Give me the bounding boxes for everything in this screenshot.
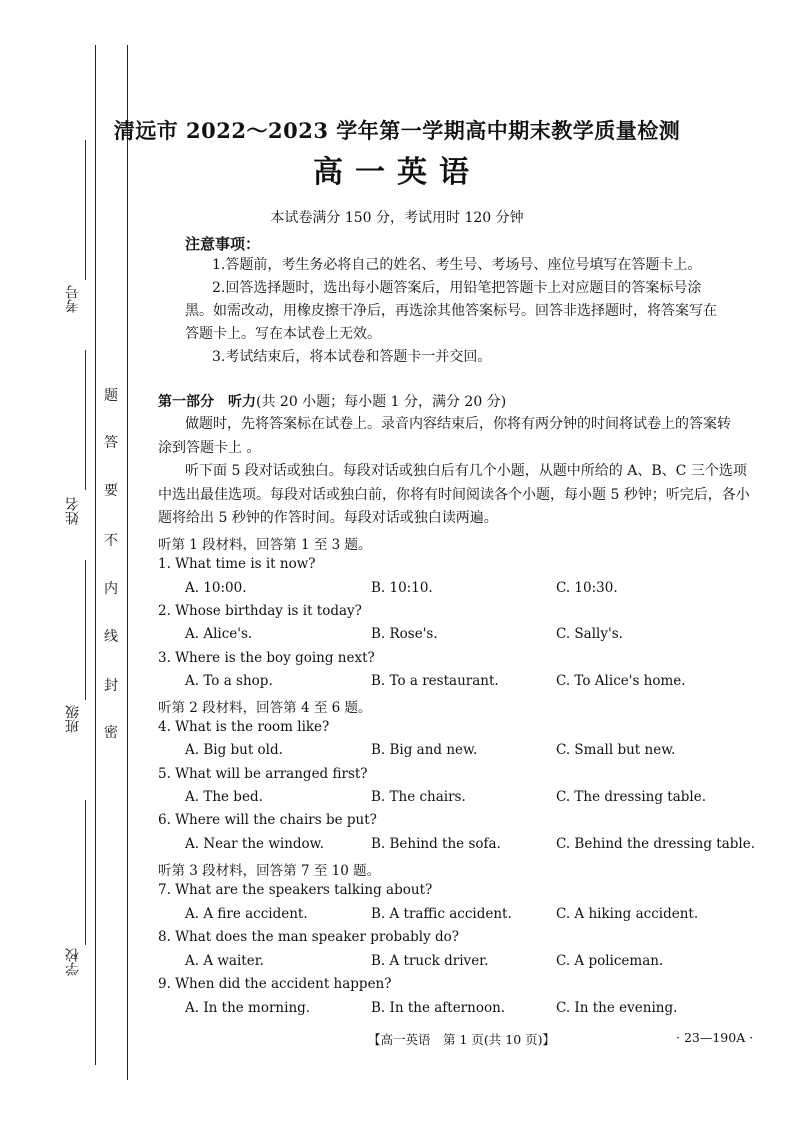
name-label: 姓名 [65, 497, 81, 525]
margin-inner-line [127, 45, 128, 1080]
question-6: 6. Where will the chairs be put? [158, 812, 377, 828]
question-1-option-b[interactable]: B. 10:10. [371, 580, 433, 596]
subject-title: 高一英语 [313, 155, 481, 190]
seal-char-2: 答 [104, 435, 118, 451]
question-1: 1. What time is it now? [158, 556, 316, 572]
question-2-option-b[interactable]: B. Rose's. [371, 626, 438, 642]
question-7-option-b[interactable]: B. A traffic accident. [371, 906, 512, 922]
question-3-option-c[interactable]: C. To Alice's home. [556, 673, 686, 689]
part1-instructions-1-line-2: 涂到答题卡上 。 [158, 440, 261, 456]
question-3-option-a[interactable]: A. To a shop. [185, 673, 273, 689]
question-9-option-b[interactable]: B. In the afternoon. [371, 1000, 506, 1016]
question-7: 7. What are the speakers talking about? [158, 882, 433, 898]
question-4-option-b[interactable]: B. Big and new. [371, 742, 478, 758]
question-5: 5. What will be arranged first? [158, 766, 368, 782]
question-2-option-c[interactable]: C. Sally's. [556, 626, 623, 642]
margin-outer-line [95, 45, 96, 1065]
question-9-option-a[interactable]: A. In the morning. [185, 1000, 311, 1016]
seal-char-6: 线 [104, 629, 118, 645]
question-1-option-c[interactable]: C. 10:30. [556, 580, 618, 596]
question-3-option-b[interactable]: B. To a restaurant. [371, 673, 499, 689]
class-blank[interactable] [85, 560, 86, 700]
section-heading-2: 听第 2 段材料，回答第 4 至 6 题。 [158, 700, 372, 716]
class-label: 班级 [65, 705, 81, 733]
notice-item-2-line-2: 黑。如需改动，用橡皮擦干净后，再选涂其他答案标号。回答非选择题时，将答案写在 [185, 303, 717, 319]
name-blank[interactable] [85, 350, 86, 490]
question-5-option-b[interactable]: B. The chairs. [371, 789, 466, 805]
question-8: 8. What does the man speaker probably do? [158, 929, 460, 945]
notice-item-2-line-3: 答题卡上。写在本试卷上无效。 [185, 326, 381, 342]
school-blank[interactable] [85, 800, 86, 945]
seal-char-4: 不 [104, 533, 118, 549]
question-4-option-c[interactable]: C. Small but new. [556, 742, 676, 758]
section-heading-1: 听第 1 段材料，回答第 1 至 3 题。 [158, 537, 372, 553]
question-9-option-c[interactable]: C. In the evening. [556, 1000, 678, 1016]
exam-title: 清远市 2022～2023 学年第一学期高中期末教学质量检测 [113, 118, 681, 143]
question-8-option-c[interactable]: C. A policeman. [556, 953, 664, 969]
question-5-option-c[interactable]: C. The dressing table. [556, 789, 707, 805]
question-3: 3. Where is the boy going next? [158, 650, 375, 666]
part1-instructions-2-line-2: 中选出最佳选项。每段对话或独白前，你将有时间阅读各个小题，每小题 5 秒钟；听完后，各小 [158, 487, 750, 503]
part1-instructions-2-line-3: 题将给出 5 秒钟的作答时间。每段对话或独白读两遍。 [158, 510, 498, 526]
part1-title: 第一部分 听力 [158, 394, 256, 410]
question-6-option-a[interactable]: A. Near the window. [185, 836, 324, 852]
question-9: 9. When did the accident happen? [158, 976, 392, 992]
section-heading-3: 听第 3 段材料，回答第 7 至 10 题。 [158, 863, 381, 879]
paper-code: · 23—190A · [676, 1030, 754, 1045]
exam-meta: 本试卷满分 150 分，考试用时 120 分钟 [270, 210, 524, 226]
question-4-option-a[interactable]: A. Big but old. [185, 742, 283, 758]
question-1-option-a[interactable]: A. 10:00. [185, 580, 247, 596]
question-6-option-b[interactable]: B. Behind the sofa. [371, 836, 501, 852]
question-8-option-a[interactable]: A. A waiter. [185, 953, 264, 969]
seal-char-8: 密 [104, 725, 118, 741]
school-label: 学校 [65, 948, 81, 976]
seal-char-5: 内 [104, 581, 118, 597]
question-6-option-c[interactable]: C. Behind the dressing table. [556, 836, 755, 852]
part1-instructions-2-line-1: 听下面 5 段对话或独白。每段对话或独白后有几个小题，从题中所给的 A、B、C 三个选项 [185, 463, 747, 479]
seal-char-3: 要 [104, 483, 118, 499]
notice-heading: 注意事项： [185, 235, 261, 253]
notice-item-2-line-1: 2.回答选择题时，选出每小题答案后，用铅笔把答题卡上对应题目的答案标号涂 [212, 280, 702, 296]
question-8-option-b[interactable]: B. A truck driver. [371, 953, 489, 969]
question-5-option-a[interactable]: A. The bed. [185, 789, 263, 805]
exam-no-label: 考号 [65, 285, 81, 313]
notice-item-1: 1.答题前，考生务必将自己的姓名、考生号、考场号、座位号填写在答题卡上。 [212, 257, 702, 273]
part1-instructions-1-line-1: 做题时，先将答案标在试卷上。录音内容结束后，你将有两分钟的时间将试卷上的答案转 [185, 416, 731, 432]
question-7-option-a[interactable]: A. A fire accident. [185, 906, 308, 922]
part1-heading [158, 391, 506, 411]
seal-char-1: 题 [104, 388, 118, 404]
part1-note: (共 20 小题；每小题 1 分，满分 20 分) [256, 394, 507, 410]
notice-item-3: 3.考试结束后，将本试卷和答题卡一并交回。 [212, 349, 492, 365]
seal-char-7: 封 [104, 678, 118, 694]
page-footer: 【高一英语 第 1 页(共 10 页)】 [368, 1032, 556, 1047]
question-2-option-a[interactable]: A. Alice's. [185, 626, 253, 642]
question-2: 2. Whose birthday is it today? [158, 603, 362, 619]
question-4: 4. What is the room like? [158, 719, 330, 735]
question-7-option-c[interactable]: C. A hiking accident. [556, 906, 699, 922]
